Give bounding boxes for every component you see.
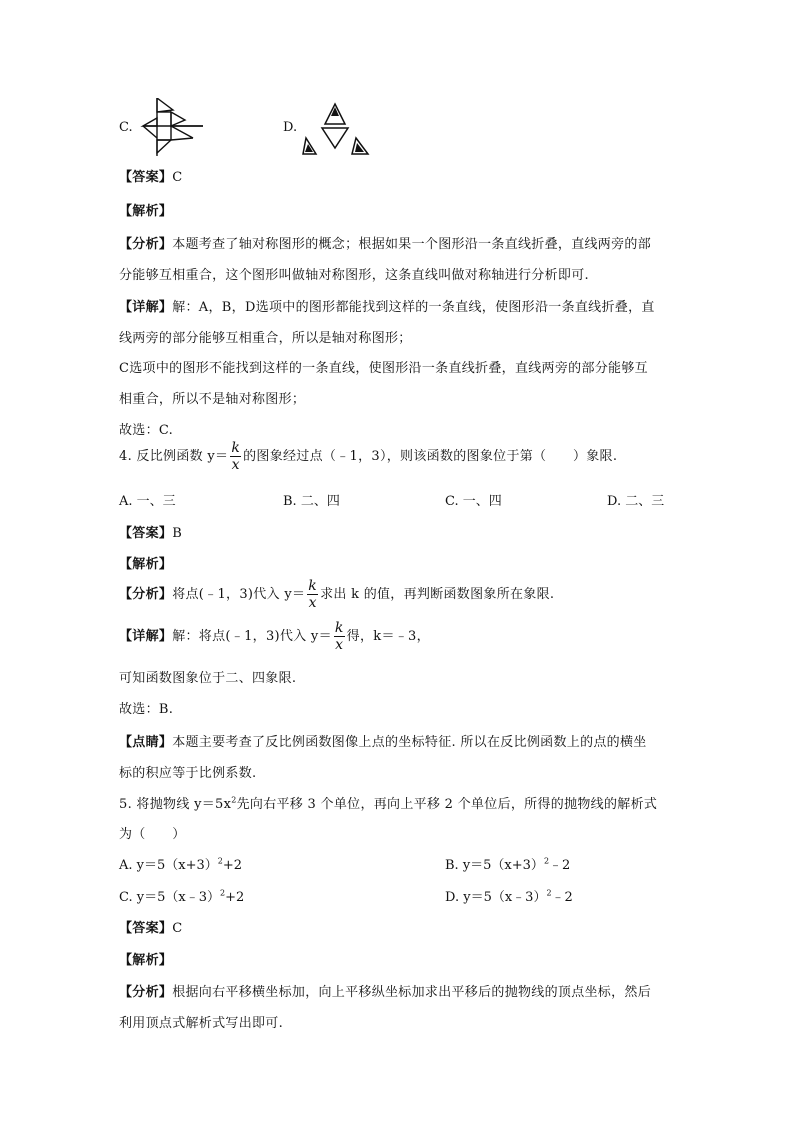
q5-stem-line-2: 为（ ）	[119, 827, 186, 842]
q5-fenxi-line-2: 利用顶点式解析式写出即可.	[119, 1016, 284, 1031]
q4-line-2: 可知函数图象位于二、四象限.	[119, 671, 297, 686]
three-triangles-figure	[302, 102, 370, 156]
fenxi-tag: 【分析】	[119, 985, 173, 1000]
q4-choose: 故选：B.	[119, 702, 174, 717]
q5-stem-post: 先向右平移 3 个单位，再向上平移 2 个单位后，所得的抛物线的解析式	[236, 797, 658, 812]
q3-xiangjie-line-2: 线两旁的部分能够互相重合，所以是轴对称图形；	[119, 331, 412, 346]
q4-option-c: C. 一、四	[445, 494, 502, 509]
q4-dianjing-line-1	[119, 731, 647, 750]
fenxi-tag: 【分析】	[119, 237, 173, 252]
fenxi-text: 根据向右平移横坐标加，向上平移纵坐标加求出平移后的抛物线的顶点坐标，然后	[172, 985, 652, 1000]
q3-xiangjie-line-1	[119, 296, 655, 315]
q3-c-line-1: C选项中的图形不能找到这样的一条直线，使图形沿一条直线折叠，直线两旁的部分能够互	[119, 361, 648, 376]
fenxi-text-post: 求出 k 的值，再判断函数图象所在象限.	[320, 587, 555, 602]
xiangjie-tag: 【详解】	[119, 629, 173, 644]
q5-stem-line-1	[119, 793, 657, 812]
answer-value: B	[172, 526, 183, 541]
q4-fenxi-line	[119, 578, 554, 611]
q3-analysis-heading	[119, 200, 172, 219]
q5-option-a: A. $y=5(x+3)^2+2$	[119, 856, 243, 873]
fraction-k-over-x: $\frac{k}{x}$	[308, 578, 318, 611]
fraction-k-over-x: $\frac{k}{x}$	[334, 620, 344, 653]
q5-analysis-heading	[119, 949, 172, 968]
fraction-k-over-x: $\frac{k}{x}$	[231, 440, 241, 473]
q4-xiangjie-line	[119, 620, 430, 653]
q4-answer-line	[119, 522, 182, 541]
analysis-tag: 【解析】	[119, 557, 173, 572]
q3-answer-line	[119, 166, 182, 185]
q4-stem-pre: 4. 反比例函数 y＝	[119, 449, 229, 464]
xiangjie-tag: 【详解】	[119, 300, 173, 315]
option-d-label: D.	[283, 120, 298, 135]
q5-option-d: D. y＝5（x﹣3）$^2$﹣2	[445, 888, 573, 905]
q4-analysis-heading	[119, 553, 172, 572]
answer-tag: 【答案】	[119, 526, 173, 541]
q4-option-d: D. 二、三	[607, 494, 665, 509]
q4-option-a: A. 一、三	[119, 494, 176, 509]
q5-stem-pre: 5. 将抛物线 y＝5x	[119, 797, 232, 812]
xiangjie-text-post: 得，k＝﹣3，	[346, 629, 430, 644]
fenxi-tag: 【分析】	[119, 587, 173, 602]
answer-tag: 【答案】	[119, 170, 173, 185]
xiangjie-text-pre: 解：将点(﹣1，3)代入 y＝	[172, 629, 332, 644]
analysis-tag: 【解析】	[119, 204, 173, 219]
answer-value: C	[172, 921, 183, 936]
xiangjie-text: 解：A，B，D选项中的图形都能找到这样的一条直线，使图形沿一条直线折叠，直	[172, 300, 655, 315]
dianjing-tag: 【点睛】	[119, 735, 173, 750]
answer-value: C	[172, 170, 183, 185]
q3-fenxi-line-1	[119, 233, 651, 252]
q3-c-line-2: 相重合，所以不是轴对称图形；	[119, 392, 306, 407]
dianjing-text: 本题主要考查了反比例函数图像上点的坐标特征. 所以在反比例函数上的点的横坐	[172, 735, 647, 750]
fenxi-text-pre: 将点(﹣1，3)代入 y＝	[172, 587, 306, 602]
answer-tag: 【答案】	[119, 921, 173, 936]
q4-dianjing-line-2: 标的积应等于比例系数.	[119, 766, 257, 781]
q3-fenxi-line-2: 分能够互相重合，这个图形叫做轴对称图形，这条直线叫做对称轴进行分析即可.	[119, 268, 589, 283]
q5-answer-line	[119, 917, 182, 936]
fenxi-text: 本题考查了轴对称图形的概念；根据如果一个图形沿一条直线折叠，直线两旁的部	[172, 237, 652, 252]
q5-stem-sup: 2	[231, 795, 237, 805]
option-c-label: C.	[119, 120, 133, 135]
pinwheel-figure	[140, 98, 210, 158]
q4-option-b: B. 二、四	[283, 494, 340, 509]
q5-option-c: C. y＝5（x﹣3）$^2$+2	[119, 888, 245, 905]
q5-fenxi-line-1	[119, 981, 651, 1000]
q4-stem-post: 的图象经过点（﹣1，3），则该函数的图象位于第（ ）象限.	[243, 449, 618, 464]
q3-choose: 故选：C.	[119, 423, 174, 438]
q5-option-b: B. $y=5(x+3)^2﹣2$	[445, 856, 571, 873]
q4-stem	[119, 440, 617, 473]
analysis-tag: 【解析】	[119, 953, 173, 968]
